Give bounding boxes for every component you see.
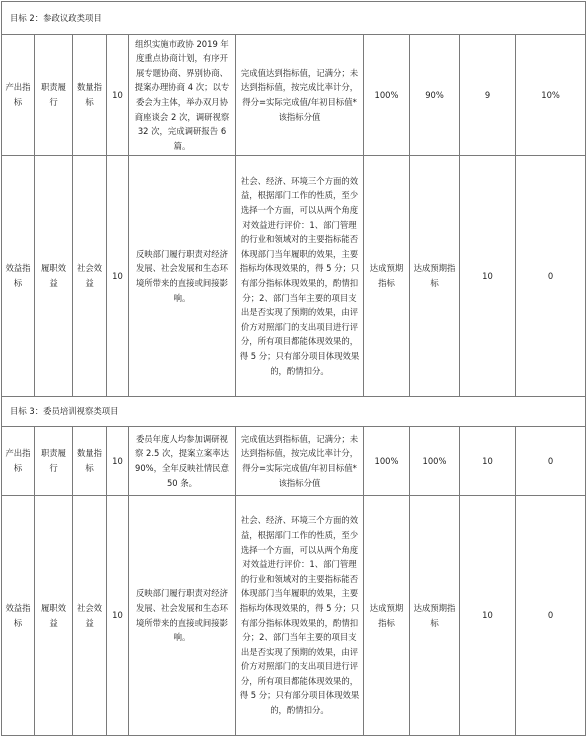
target-description-cell: 反映部门履行职责对经济发展、社会发展和生态环境所带来的直接或间接影响。 — [129, 496, 236, 736]
scoring-rule-cell: 社会、经济、环境三个方面的效益，根据部门工作的性质，至少选择一个方面，可以从两个角度对效益进行评价：1、部门管理的行业和领域对的主要指标能否体现部门当年履职的效果，主要指标均体现效果的，得 5 分；只有部分指标体现效果的，酌情扣分；2、部门当年主要的项目支出是否实现了预期的效果，由评价方对照部门的支出项目进行评分，所有项目都能体现效果的，得 5 分；只有部分项目体现效果的，酌情扣分。 — [236, 496, 364, 736]
weight-cell: 10 — [107, 35, 129, 156]
weight-cell: 10 — [107, 496, 129, 736]
weight-cell: 10 — [107, 156, 129, 397]
goal-2-title: 目标 2：参政议政类项目 — [2, 2, 586, 35]
score-cell: 10 — [460, 156, 516, 397]
target-value-cell: 达成预期指标 — [364, 496, 410, 736]
indicator-level2-cell: 职责履行 — [35, 427, 73, 496]
indicator-level3-cell: 数量指标 — [73, 35, 107, 156]
table-row — [2, 496, 586, 736]
indicator-level1-cell: 产出指标 — [2, 35, 35, 156]
indicator-level3-cell: 社会效益 — [73, 496, 107, 736]
target-value-cell: 100% — [364, 35, 410, 156]
goal-3-title: 目标 3：委员培训视察类项目 — [2, 397, 586, 427]
deviation-cell: 0 — [516, 496, 586, 736]
score-cell: 10 — [460, 496, 516, 736]
scoring-rule-cell: 完成值达到指标值，记满分；未达到指标值，按完成比率计分，得分=实际完成值/年初目标值*该指标分值 — [236, 35, 364, 156]
indicator-level1-cell: 产出指标 — [2, 427, 35, 496]
target-value-cell: 达成预期指标 — [364, 156, 410, 397]
indicator-level2-cell: 履职效益 — [35, 156, 73, 397]
score-cell: 10 — [460, 427, 516, 496]
scoring-rule-cell: 完成值达到指标值，记满分；未达到指标值，按完成比率计分，得分=实际完成值/年初目标值*该指标分值 — [236, 427, 364, 496]
actual-value-cell: 90% — [410, 35, 460, 156]
indicator-level3-cell: 数量指标 — [73, 427, 107, 496]
table-row — [2, 427, 586, 496]
indicator-level1-cell: 效益指标 — [2, 496, 35, 736]
weight-cell: 10 — [107, 427, 129, 496]
score-cell: 9 — [460, 35, 516, 156]
actual-value-cell: 达成预期指标 — [410, 496, 460, 736]
deviation-cell: 10% — [516, 35, 586, 156]
actual-value-cell: 100% — [410, 427, 460, 496]
actual-value-cell: 达成预期指标 — [410, 156, 460, 397]
deviation-cell: 0 — [516, 427, 586, 496]
goal-row — [2, 397, 586, 427]
deviation-cell: 0 — [516, 156, 586, 397]
indicator-level2-cell: 职责履行 — [35, 35, 73, 156]
table-row — [2, 35, 586, 156]
target-description-cell: 组织实施市政协 2019 年度重点协商计划，有序开展专题协商、界别协商、提案办理协商 4 次；以专委会为主体，举办双月协商座谈会 2 次，调研视察 32 次，完成调研报告 6 篇。 — [129, 35, 236, 156]
indicator-level3-cell: 社会效益 — [73, 156, 107, 397]
target-description-cell: 反映部门履行职责对经济发展、社会发展和生态环境所带来的直接或间接影响。 — [129, 156, 236, 397]
indicator-level2-cell: 履职效益 — [35, 496, 73, 736]
performance-table — [1, 1, 586, 736]
target-description-cell: 委员年度人均参加调研视察 2.5 次，提案立案率达 90%，全年反映社情民意 50 条。 — [129, 427, 236, 496]
goal-row — [2, 2, 586, 35]
scoring-rule-cell: 社会、经济、环境三个方面的效益，根据部门工作的性质，至少选择一个方面，可以从两个角度对效益进行评价：1、部门管理的行业和领域对的主要指标能否体现部门当年履职的效果，主要指标均体现效果的，得 5 分；只有部分指标体现效果的，酌情扣分；2、部门当年主要的项目支出是否实现了预期的效果，由评价方对照部门的支出项目进行评分，所有项目都能体现效果的，得 5 分；只有部分项目体现效果的，酌情扣分。 — [236, 156, 364, 397]
table-row — [2, 156, 586, 397]
indicator-level1-cell: 效益指标 — [2, 156, 35, 397]
target-value-cell: 100% — [364, 427, 410, 496]
